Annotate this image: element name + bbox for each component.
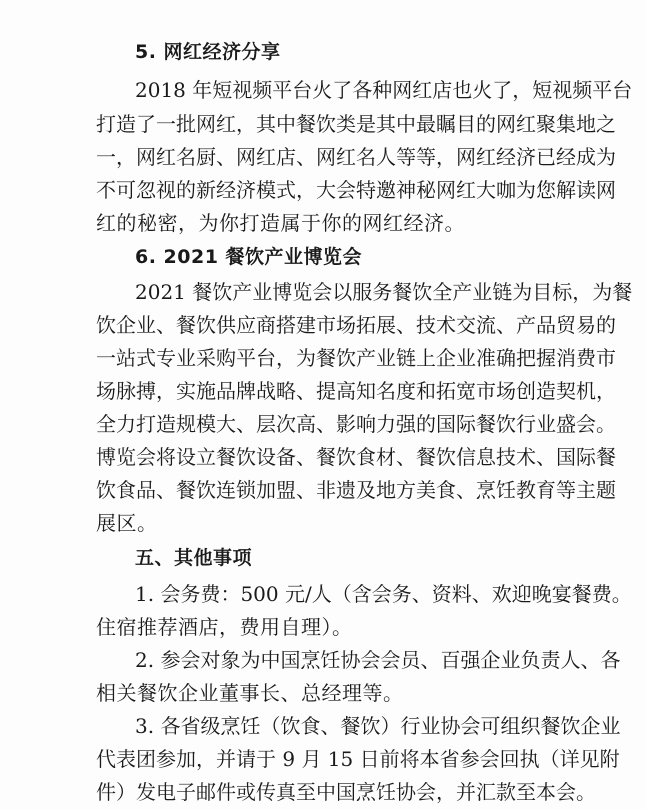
paragraph-line: 一站式专业采购平台，为餐饮产业链上企业准确把握消费市	[96, 346, 616, 370]
paragraph-line: 件）发电子邮件或传真至中国烹饪协会，并汇款至本会。	[96, 780, 596, 804]
paragraph-line: 场脉搏，实施品牌战略、提高知名度和拓宽市场创造契机，	[96, 379, 616, 403]
paragraph-line: 住宿推荐酒店，费用自理）。	[96, 615, 353, 639]
section-heading-5: 5. 网红经济分享	[135, 41, 281, 63]
section-heading-other-matters: 五、其他事项	[135, 547, 253, 569]
paragraph-line: 红的秘密，为你打造属于你的网红经济。	[96, 211, 465, 235]
paragraph-line: 一，网红名厨、网红店、网红名人等等，网红经济已经成为	[96, 145, 616, 169]
paragraph-line: 2. 参会对象为中国烹饪协会会员、百强企业负责人、各	[135, 648, 621, 672]
paragraph-line: 1. 会务费：500 元/人（含会务、资料、欢迎晚宴餐费。	[135, 582, 632, 606]
paragraph-line: 饮食品、餐饮连锁加盟、非遗及地方美食、烹饪教育等主题	[96, 478, 616, 502]
paragraph-line: 相关餐饮企业董事长、总经理等。	[96, 681, 404, 705]
section-heading-6: 6. 2021 餐饮产业博览会	[135, 246, 363, 268]
paragraph-line: 全力打造规模大、层次高、影响力强的国际餐饮行业盛会。	[96, 412, 616, 436]
paragraph-line: 不可忽视的新经济模式，大会特邀神秘网红大咖为您解读网	[96, 178, 616, 202]
paragraph-line: 代表团参加，并请于 9 月 15 日前将本省参会回执（详见附	[96, 747, 620, 771]
paragraph-line: 展区。	[96, 511, 158, 535]
paragraph-line: 打造了一批网红，其中餐饮类是其中最瞩目的网红聚集地之	[96, 112, 616, 136]
paragraph-line: 博览会将设立餐饮设备、餐饮食材、餐饮信息技术、国际餐	[96, 445, 616, 469]
paragraph-line: 2021 餐饮产业博览会以服务餐饮全产业链为目标，为餐	[135, 280, 633, 304]
paragraph-line: 3. 各省级烹饪（饮食、餐饮）行业协会可组织餐饮企业	[135, 714, 621, 738]
paragraph-line: 2018 年短视频平台火了各种网红店也火了，短视频平台	[135, 78, 633, 102]
paragraph-line: 饮企业、餐饮供应商搭建市场拓展、技术交流、产品贸易的	[96, 313, 616, 337]
